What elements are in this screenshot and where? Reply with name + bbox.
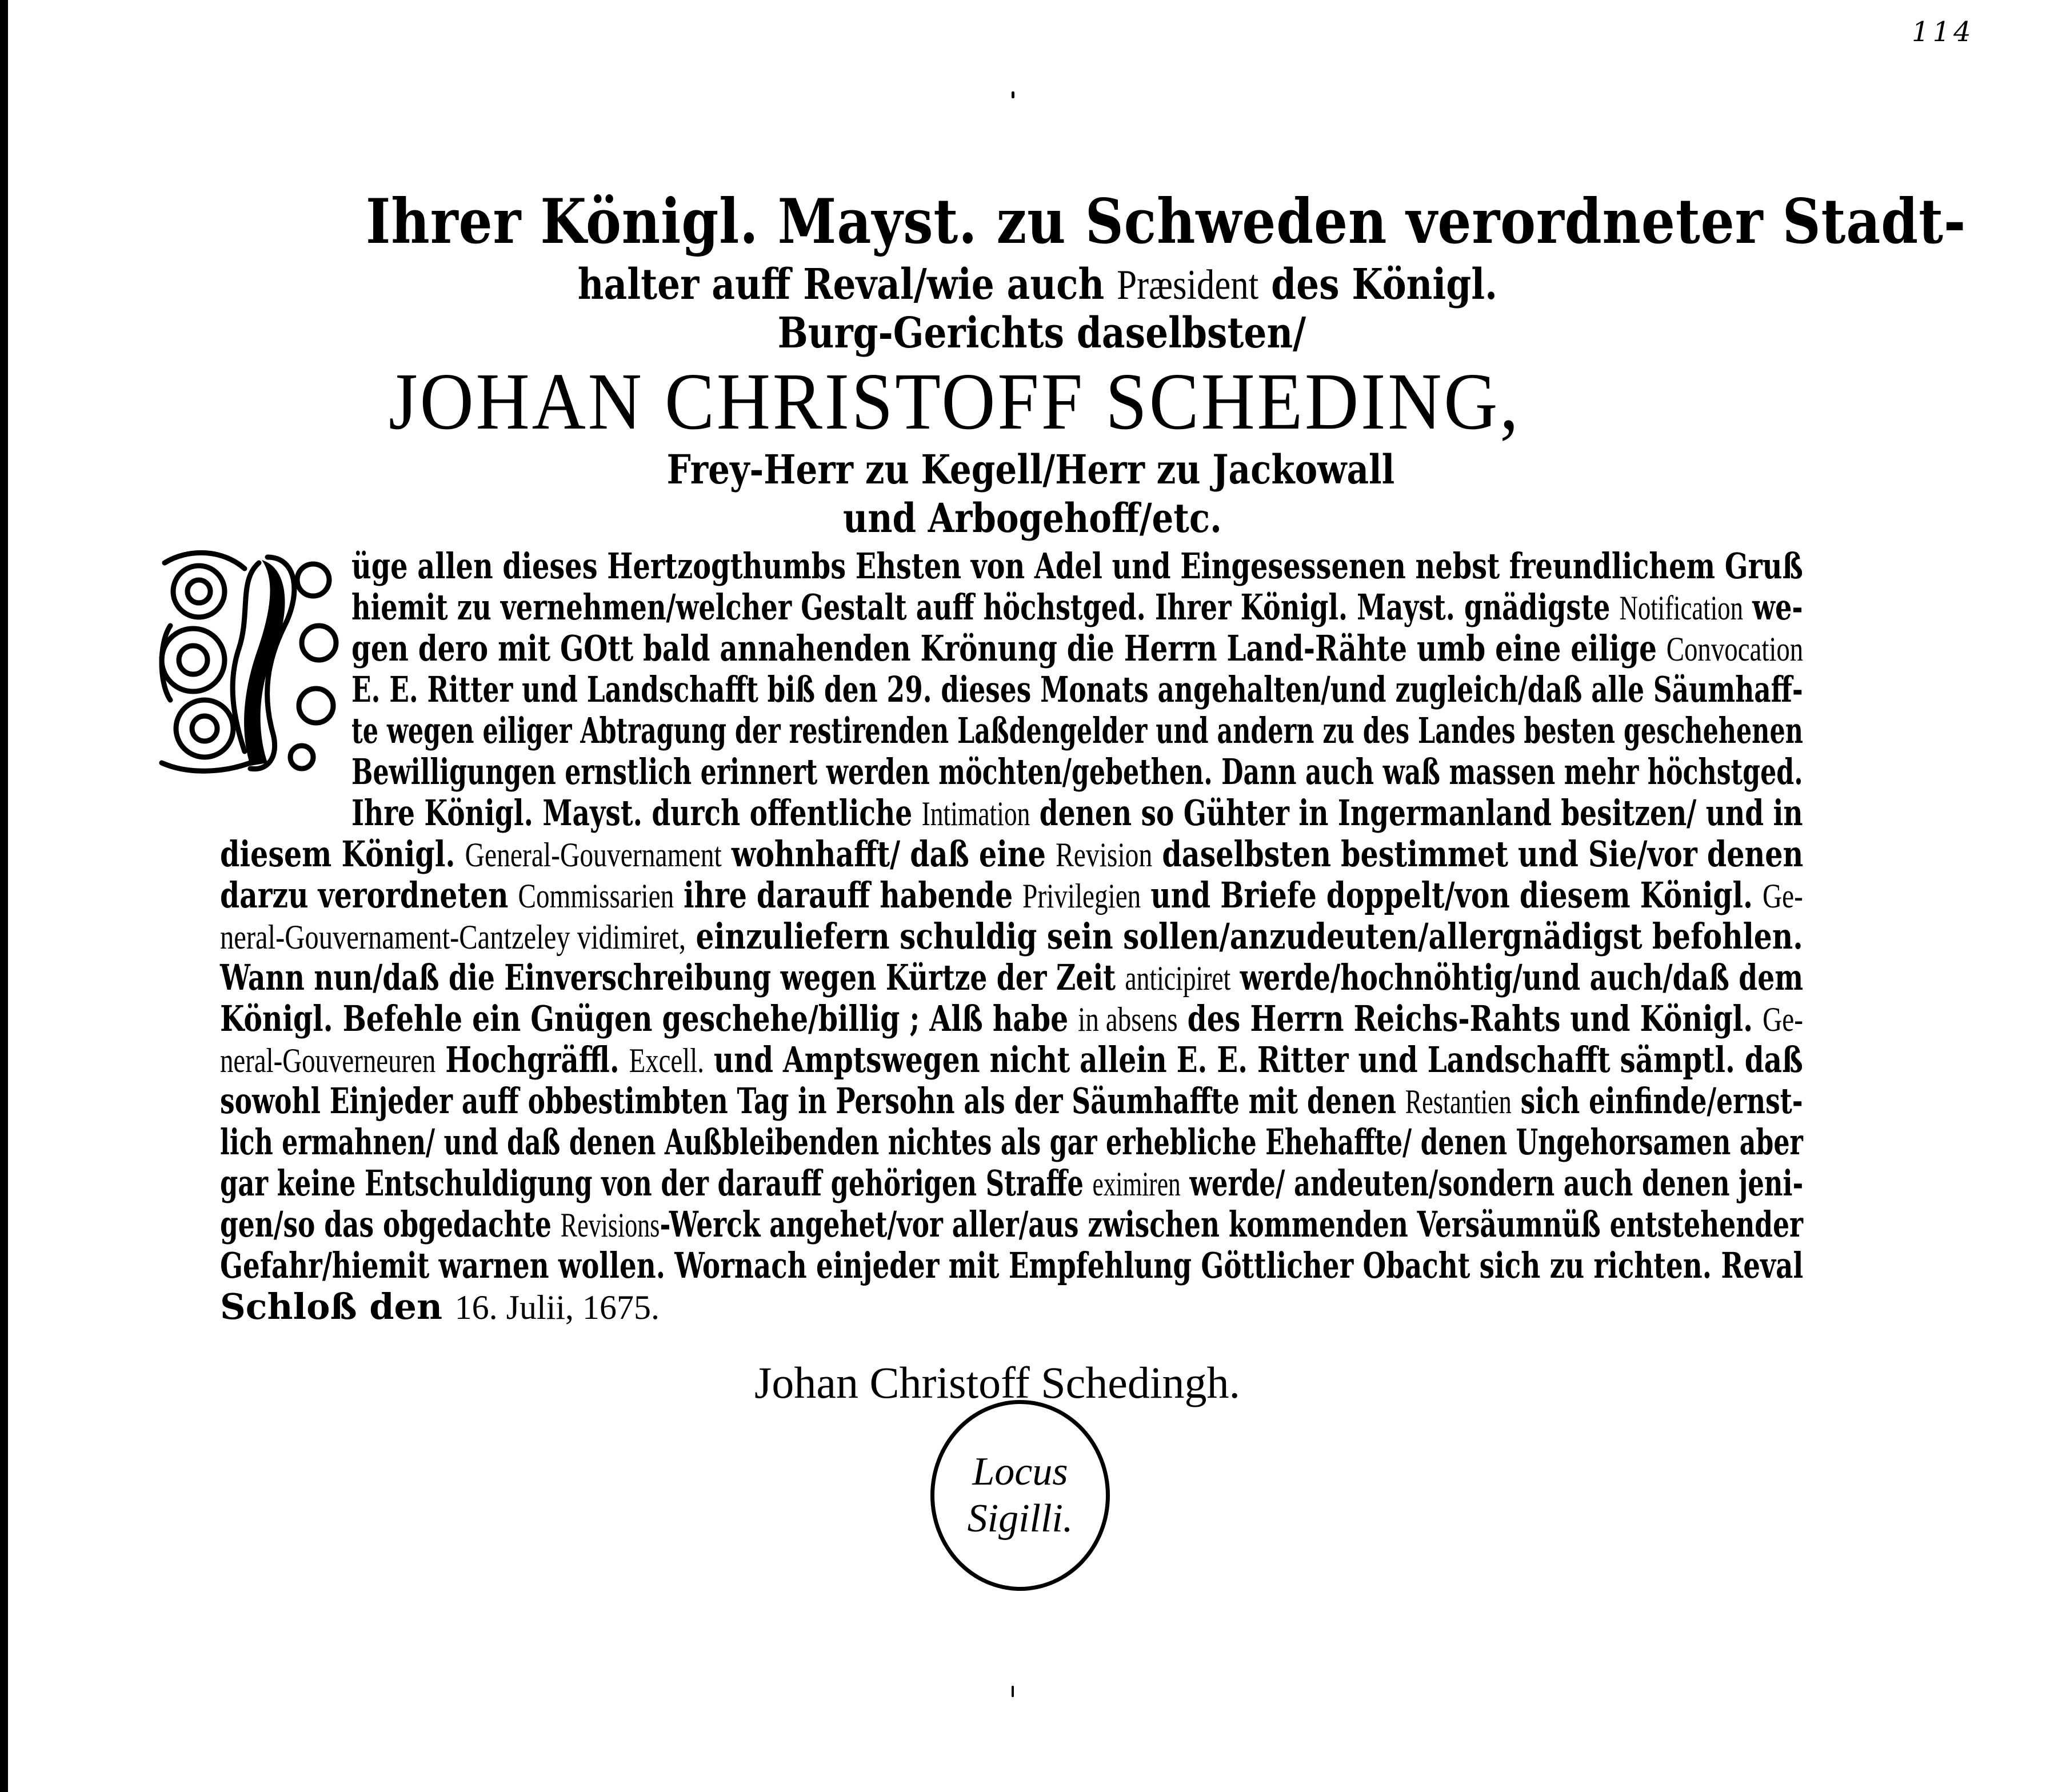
issuer-name: JOHAN CHRISTOFF SCHEDING, (389, 356, 1521, 446)
title-line-3: Burg-Gerichts daselbsten/ (777, 309, 1306, 358)
seal-placeholder (930, 1400, 1110, 1591)
seal-line-2: Sigilli. (967, 1497, 1073, 1541)
decorated-initial-icon (153, 546, 347, 774)
title-line-2 (161, 260, 1914, 310)
body-line: gen dero mit GOtt bald annahenden Krönung die Herrn Land-Rähte umb eine eilige Convocation (351, 627, 1804, 669)
body-line: lich ermahnen/ und daß denen Außbleibenden nichtes als gar erhebliche Ehehaffte/ denen Ungehorsamen aber (220, 1121, 1803, 1163)
title-line-2-b: des Königl. (1258, 260, 1498, 309)
body-line: Gefahr/hiemit warnen wollen. Wornach einjeder mit Empfehlung Göttlicher Obacht sich zu richten. Reval (220, 1245, 1804, 1286)
body-line: E. E. Ritter und Landschafft biß den 29. dieses Monats angehalten/und zugleich/daß alle Säumhaff- (351, 669, 1803, 710)
seal-line-1: Locus (972, 1450, 1068, 1494)
title-line-2-a: halter auff Reval/wie auch (577, 260, 1117, 309)
body-line: gar keine Entschuldigung von der darauff gehörigen Straffe eximiren werde/ andeuten/sondern auch denen jeni- (220, 1162, 1804, 1204)
body-line: Wann nun/daß die Einverschreibung wegen Kürtze der Zeit anticipiret werde/hochnöhtig/und auch/daß dem (220, 957, 1804, 998)
body-line: darzu verordneten Commissarien ihre darauff habende Privilegien und Briefe doppelt/von diesem Königl. Ge- (220, 874, 1803, 916)
title-line-2-latin: Præsident (1117, 262, 1259, 309)
body-line: sowohl Einjeder auff obbestimbten Tag in Persohn als der Säumhaffte mit denen Restantien sich einfinde/ernst- (220, 1080, 1803, 1122)
body-line: üge allen dieses Hertzogthumbs Ehsten von Adel und Eingesessenen nebst freundlichem Gruß (351, 545, 1803, 587)
body-line: neral-Gouverneuren Hochgräffl. Excell. und Amptswegen nicht allein E. E. Ritter und Landschafft sämptl. daß (220, 1039, 1803, 1081)
body-line: diesem Königl. General-Gouvernament wohnhafft/ daß eine Revision daselbsten bestimmet und Sie/vor denen (220, 833, 1804, 875)
subtitle-line-1: Frey-Herr zu Kegell/Herr zu Jackowall (666, 446, 1395, 493)
body-line: gen/so das obgedachte Revisions-Werck angehet/vor aller/aus zwischen kommenden Versäumnüß entstehender (220, 1203, 1804, 1245)
body-line: Bewilligungen ernstlich erinnert werden möchten/gebethen. Dann auch waß massen mehr höchstged. (351, 751, 1803, 793)
subtitle-line-2: und Arbogehoff/etc. (842, 494, 1222, 542)
body-line: te wegen eiliger Abtragung der restirenden Laßdengelder und andern zu des Landes besten geschehenen (351, 710, 1803, 751)
speck (1012, 1686, 1014, 1697)
svg-text:F: F (249, 582, 250, 583)
folio-number: 114 (1912, 16, 1975, 48)
signature: Johan Christoff Schedingh. (754, 1358, 1241, 1407)
speck (1012, 91, 1014, 98)
body-line: Ihre Königl. Mayst. durch offentliche Intimation denen so Gühter in Ingermanland besitzen/ und in (351, 792, 1803, 834)
title-line-1: Ihrer Königl. Mayst. zu Schweden verordneter Stadt- (366, 186, 1967, 258)
body-line: Königl. Befehle ein Gnügen geschehe/billig ; Alß habe in absens des Herrn Reichs-Rahts und Königl. Ge- (220, 998, 1804, 1039)
scan-edge (0, 0, 8, 1792)
body-line: hiemit zu vernehmen/welcher Gestalt auff höchstged. Ihrer Königl. Mayst. gnädigste Notification we- (351, 586, 1803, 628)
body-line: Schloß den 16. Julii, 1675. (220, 1286, 660, 1327)
body-line: neral-Gouvernament-Cantzeley vidimiret, einzuliefern schuldig sein sollen/anzudeuten/allergnädigst befohlen. (220, 915, 1803, 957)
